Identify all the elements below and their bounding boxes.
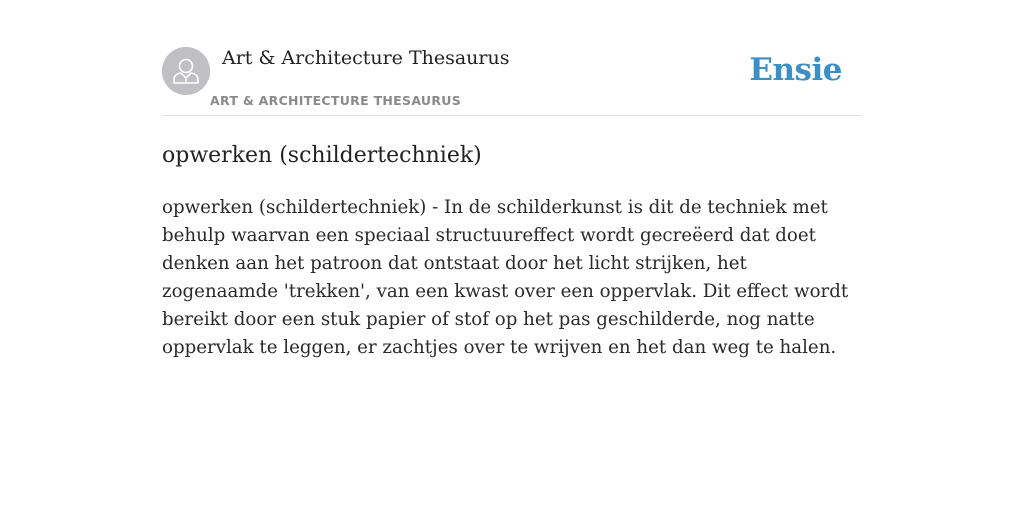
definition-card [162, 46, 862, 362]
article-title: opwerken (schildertechniek) [162, 143, 482, 168]
author-avatar[interactable] [162, 47, 210, 95]
author-name-link[interactable]: Art & Architecture Thesaurus [222, 47, 510, 69]
ensie-logo-link[interactable]: Ensie [749, 52, 842, 88]
card-header [162, 46, 862, 116]
user-silhouette-icon [162, 47, 210, 95]
author-source-label: ART & ARCHITECTURE THESAURUS [210, 93, 462, 108]
article-definition: opwerken (schildertechniek) - In de schilderkunst is dit de techniek met behulp waarvan een speciaal structuureffect wordt gecreëerd dat doet denken aan het patroon dat ontstaat door het licht strijken, het zogenaamde 'trekken', van een kwast over een oppervlak. Dit effect wordt bereikt door een stuk papier of stof op het pas geschilderde, nog natte oppervlak te leggen, er zachtjes over te wrijven en het dan weg te halen. [162, 197, 849, 358]
